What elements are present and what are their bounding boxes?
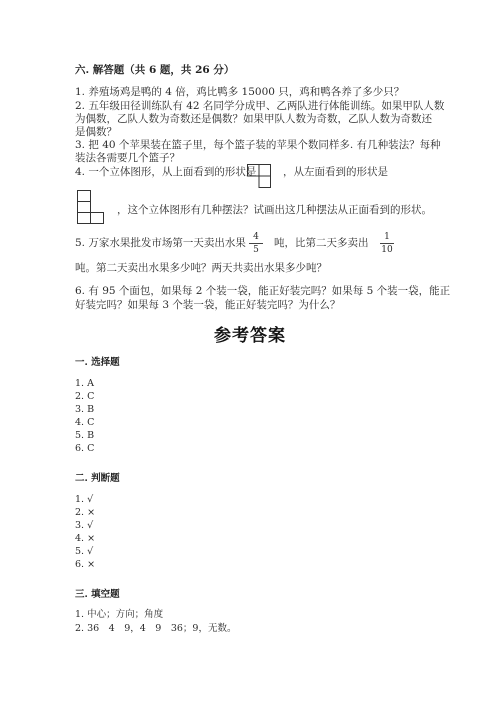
question-6-line-1: 6. 有 95 个面包，如果每 2 个装一袋，能正好装完吗？如果每 5 个装一袋，能正 [75, 285, 451, 297]
fraction-denominator: 5 [253, 245, 259, 255]
choice-answer-4: 4. C [75, 417, 95, 428]
fraction-denominator: 10 [381, 245, 393, 255]
question-5-part-1: 5. 万家水果批发市场第一天卖出水果 [75, 237, 246, 249]
judge-answer-2: 2. × [75, 507, 96, 518]
judge-answer-4: 4. × [75, 533, 96, 544]
choice-answer-2: 2. C [75, 391, 95, 402]
question-3-line-2: 装法各需要几个篮子？ [75, 152, 180, 164]
question-2-line-1: 2. 五年级田径训练队有 42 名同学分成甲、乙两队进行体能训练。如果甲队人数 [75, 100, 445, 112]
question-2-line-2: 为偶数，乙队人数为奇数还是偶数？如果甲队人数为奇数，乙队人数为奇数还 [75, 113, 432, 125]
choice-heading: 一. 选择题 [75, 357, 120, 368]
question-4-part-2: ，从左面看到的形状是 [283, 166, 388, 178]
fraction-bar [249, 243, 263, 244]
section-heading: 六. 解答题（共 6 题，共 26 分） [75, 64, 235, 76]
fill-answer-2: 2. 36 4 9，4 9 36；9，无数。 [75, 623, 237, 634]
judge-answer-5: 5. √ [75, 546, 94, 557]
choice-answer-1: 1. A [75, 378, 94, 389]
judge-heading: 二. 判断题 [75, 473, 120, 484]
question-4-part-3: ，这个立体图形有几种摆法？试画出这几种摆法从正面看到的形状。 [117, 204, 432, 216]
question-6-line-2: 好装完吗？如果每 3 个装一袋，能正好装完吗？为什么？ [75, 299, 341, 311]
top-view-shape-icon [247, 164, 271, 188]
fraction-numerator: 4 [253, 232, 259, 242]
judge-answer-6: 6. × [75, 559, 96, 570]
fraction-one-tenth [380, 232, 394, 255]
question-2-line-3: 是偶数？ [75, 126, 117, 138]
choice-answer-3: 3. B [75, 404, 95, 415]
fraction-numerator: 1 [384, 232, 390, 242]
judge-answer-1: 1. √ [75, 494, 94, 505]
left-view-shape-icon [77, 190, 105, 224]
judge-answer-3: 3. √ [75, 520, 94, 531]
fill-heading: 三. 填空题 [75, 589, 120, 600]
question-4-part-1: 4. 一个立体图形，从上面看到的形状是 [75, 166, 257, 178]
question-1: 1. 养殖场鸡是鸭的 4 倍，鸡比鸭多 15000 只，鸡和鸭各养了多少只？ [75, 86, 405, 98]
question-3-line-1: 3. 把 40 个苹果装在篮子里，每个篮子装的苹果个数同样多. 有几种装法？每种 [75, 139, 441, 151]
fraction-four-fifths [249, 232, 263, 255]
answers-title: 参考答案 [214, 326, 286, 346]
fill-answer-1: 1. 中心；方向；角度 [75, 609, 164, 620]
choice-answer-5: 5. B [75, 430, 95, 441]
question-5-part-2: 吨，比第二天多卖出 [274, 237, 369, 249]
fraction-bar [380, 243, 394, 244]
choice-answer-6: 6. C [75, 443, 95, 454]
question-5-line-2: 吨。第二天卖出水果多少吨？两天共卖出水果多少吨？ [75, 262, 327, 274]
